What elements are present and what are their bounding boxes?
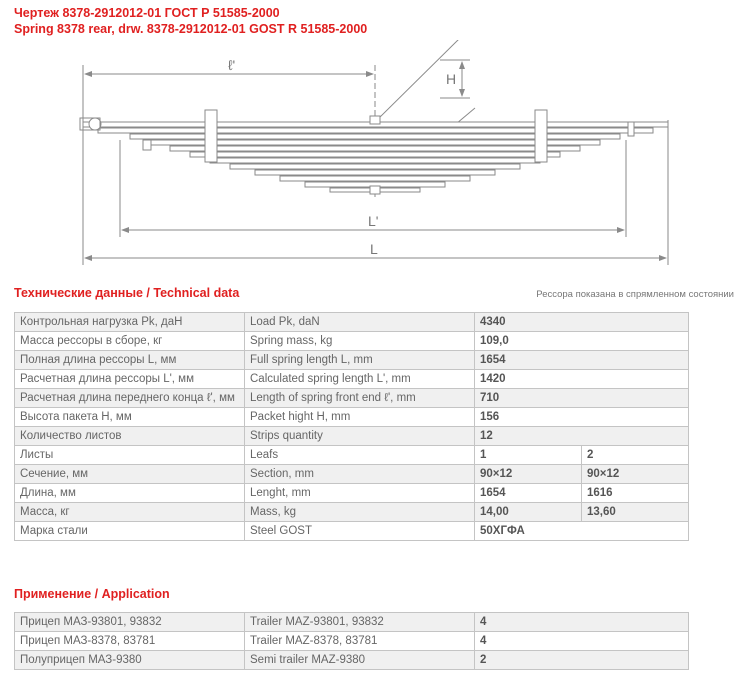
- technical-data-title: Технические данные / Technical data: [14, 286, 240, 300]
- cell-v1: 12: [475, 427, 689, 446]
- table-row: [15, 427, 689, 446]
- cell-v1: 1: [475, 446, 582, 465]
- cell-en: Leafs: [245, 446, 475, 465]
- cell-ru: Полуприцеп МАЗ-9380: [15, 651, 245, 670]
- cell-en: Trailer MAZ-8378, 83781: [245, 632, 475, 651]
- table-row: [15, 389, 689, 408]
- dim-calc-length-label: L': [368, 213, 379, 229]
- cell-ru: Прицеп МАЗ-8378, 83781: [15, 632, 245, 651]
- drawing-title-en: Spring 8378 rear, drw. 8378-2912012-01 GOST R 51585-2000: [14, 22, 368, 36]
- cell-v1: 4: [475, 632, 689, 651]
- cell-v1: 4340: [475, 313, 689, 332]
- cell-en: Strips quantity: [245, 427, 475, 446]
- table-row: [15, 651, 689, 670]
- cell-ru: Масса, кг: [15, 503, 245, 522]
- cell-v1: 710: [475, 389, 689, 408]
- cell-en: Trailer MAZ-93801, 93832: [245, 613, 475, 632]
- cell-en: Mass, kg: [245, 503, 475, 522]
- cell-en: Semi trailer MAZ-9380: [245, 651, 475, 670]
- cell-ru: Количество листов: [15, 427, 245, 446]
- cell-en: Lenght, mm: [245, 484, 475, 503]
- drawing-title-ru: Чертеж 8378-2912012-01 ГОСТ Р 51585-2000: [14, 6, 280, 20]
- cell-en: Packet hight H, mm: [245, 408, 475, 427]
- cell-v1: 90×12: [475, 465, 582, 484]
- straightened-note: Рессора показана в спрямленном состоянии: [536, 289, 734, 300]
- dim-full-length-label: L: [370, 241, 378, 257]
- cell-v1: 2: [475, 651, 689, 670]
- cell-en: Length of spring front end ℓ', mm: [245, 389, 475, 408]
- table-row: [15, 484, 689, 503]
- table-row: [15, 408, 689, 427]
- leaf-spring-drawing: [0, 40, 750, 270]
- technical-data-table: [14, 312, 689, 541]
- cell-ru: Полная длина рессоры L, мм: [15, 351, 245, 370]
- dim-front-label: ℓ': [228, 57, 236, 73]
- cell-v1: 109,0: [475, 332, 689, 351]
- cell-v2: 13,60: [582, 503, 689, 522]
- cell-en: Calculated spring length L', mm: [245, 370, 475, 389]
- cell-v1: 1654: [475, 351, 689, 370]
- cell-ru: Листы: [15, 446, 245, 465]
- cell-v1: 4: [475, 613, 689, 632]
- cell-en: Steel GOST: [245, 522, 475, 541]
- cell-ru: Высота пакета H, мм: [15, 408, 245, 427]
- cell-ru: Контрольная нагрузка Pk, даН: [15, 313, 245, 332]
- table-row: [15, 613, 689, 632]
- cell-v1: 50ХГФА: [475, 522, 689, 541]
- cell-ru: Масса рессоры в сборе, кг: [15, 332, 245, 351]
- table-row: [15, 522, 689, 541]
- cell-v1: 14,00: [475, 503, 582, 522]
- cell-en: Section, mm: [245, 465, 475, 484]
- cell-v1: 1420: [475, 370, 689, 389]
- cell-en: Full spring length L, mm: [245, 351, 475, 370]
- application-table: [14, 612, 689, 670]
- dim-height-label: H: [446, 71, 457, 87]
- cell-ru: Расчетная длина переднего конца ℓ', мм: [15, 389, 245, 408]
- cell-ru: Длина, мм: [15, 484, 245, 503]
- table-row: [15, 332, 689, 351]
- cell-ru: Сечение, мм: [15, 465, 245, 484]
- cell-en: Spring mass, kg: [245, 332, 475, 351]
- table-row: [15, 446, 689, 465]
- application-title: Применение / Application: [14, 587, 170, 601]
- table-row: [15, 465, 689, 484]
- cell-en: Load Pk, daN: [245, 313, 475, 332]
- table-row: [15, 351, 689, 370]
- cell-v2: 1616: [582, 484, 689, 503]
- table-row: [15, 632, 689, 651]
- cell-v2: 90×12: [582, 465, 689, 484]
- cell-v1: 156: [475, 408, 689, 427]
- table-row: [15, 370, 689, 389]
- cell-v1: 1654: [475, 484, 582, 503]
- table-row: [15, 503, 689, 522]
- cell-ru: Марка стали: [15, 522, 245, 541]
- table-row: [15, 313, 689, 332]
- cell-ru: Расчетная длина рессоры L', мм: [15, 370, 245, 389]
- cell-v2: 2: [582, 446, 689, 465]
- cell-ru: Прицеп МАЗ-93801, 93832: [15, 613, 245, 632]
